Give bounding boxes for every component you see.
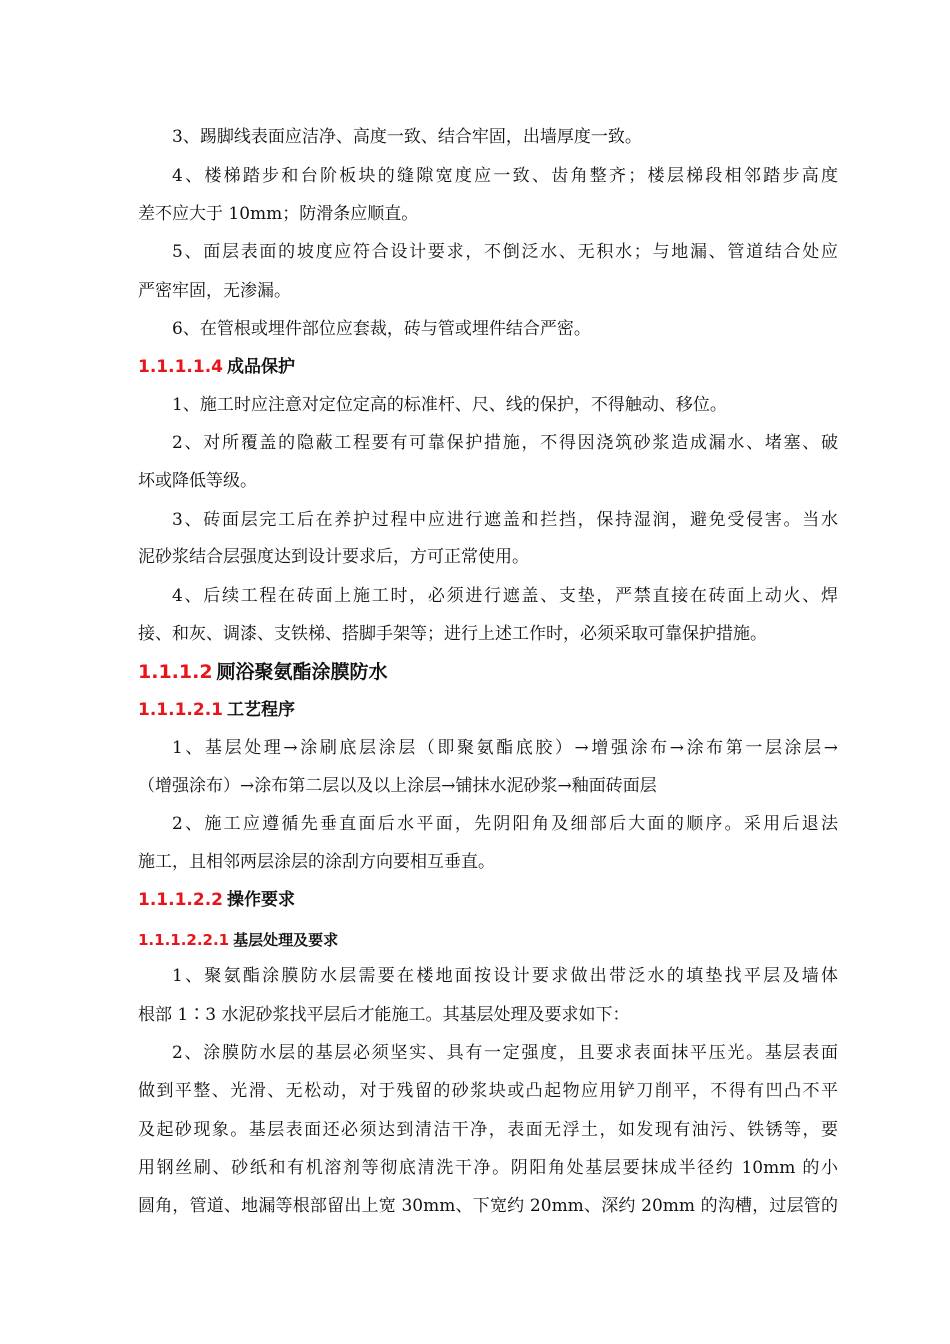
heading-text: 操作要求	[226, 890, 295, 910]
paragraph-line: 坏或降低等级。	[138, 471, 257, 491]
paragraph-line: 2、施工应遵循先垂直面后水平面，先阴阳角及细部后大面的顺序。采用后退法	[172, 814, 838, 834]
heading-number: 1.1.1.2.2	[138, 890, 223, 910]
paragraph-line: 1、基层处理→涂刷底层涂层（即聚氨酯底胶）→增强涂布→涂布第一层涂层→	[172, 738, 838, 758]
paragraph-line: 1、聚氨酯涂膜防水层需要在楼地面按设计要求做出带泛水的填垫找平层及墙体	[172, 966, 838, 986]
paragraph-line: 4、楼梯踏步和台阶板块的缝隙宽度应一致、齿角整齐；楼层梯段相邻踏步高度	[172, 166, 838, 186]
paragraph-line: 及起砂现象。基层表面还必须达到清洁干净，表面无浮土，如发现有油污、铁锈等，要	[138, 1120, 838, 1140]
section-heading	[138, 355, 295, 379]
paragraph-line: 6、在管根或埋件部位应套裁，砖与管或埋件结合严密。	[172, 319, 591, 339]
paragraph-line: 3、踢脚线表面应洁净、高度一致、结合牢固，出墙厚度一致。	[172, 127, 642, 147]
paragraph-line: 3、砖面层完工后在养护过程中应进行遮盖和拦挡，保持湿润，避免受侵害。当水	[172, 510, 838, 530]
paragraph-line: 5、面层表面的坡度应符合设计要求，不倒泛水、无积水；与地漏、管道结合处应	[172, 242, 838, 262]
paragraph-line: 用钢丝刷、砂纸和有机溶剂等彻底清洗干净。阴阳角处基层要抹成半径约 10mm 的小	[138, 1158, 838, 1178]
paragraph-line: 接、和灰、调漆、支铁梯、搭脚手架等；进行上述工作时，必须采取可靠保护措施。	[138, 624, 767, 644]
paragraph-line: 2、涂膜防水层的基层必须坚实、具有一定强度，且要求表面抹平压光。基层表面	[172, 1043, 838, 1063]
heading-number: 1.1.1.2.1	[138, 700, 223, 720]
section-heading	[138, 698, 295, 722]
paragraph-line: 圆角，管道、地漏等根部留出上宽 30mm、下宽约 20mm、深约 20mm 的沟槽，过层管的	[138, 1196, 838, 1216]
paragraph-line: 施工，且相邻两层涂层的涂刮方向要相互垂直。	[138, 852, 495, 872]
heading-text: 成品保护	[226, 357, 295, 377]
heading-number: 1.1.1.1.4	[138, 357, 223, 377]
heading-text: 工艺程序	[226, 700, 295, 720]
paragraph-line: 2、对所覆盖的隐蔽工程要有可靠保护措施，不得因浇筑砂浆造成漏水、堵塞、破	[172, 433, 838, 453]
paragraph-line: 4、后续工程在砖面上施工时，必须进行遮盖、支垫，严禁直接在砖面上动火、焊	[172, 586, 838, 606]
section-heading	[138, 888, 295, 912]
paragraph-line: 泥砂浆结合层强度达到设计要求后，方可正常使用。	[138, 547, 529, 567]
section-heading	[138, 928, 338, 952]
heading-number: 1.1.1.2	[138, 661, 213, 683]
section-heading	[138, 660, 388, 684]
heading-text: 厕浴聚氨酯涂膜防水	[216, 661, 388, 683]
paragraph-line: 做到平整、光滑、无松动，对于残留的砂浆块或凸起物应用铲刀削平，不得有凹凸不平	[138, 1081, 838, 1101]
paragraph-line: （增强涂布）→涂布第二层以及以上涂层→铺抹水泥砂浆→釉面砖面层	[138, 776, 657, 796]
paragraph-line: 1、施工时应注意对定位定高的标准杆、尺、线的保护，不得触动、移位。	[172, 395, 727, 415]
paragraph-line: 差不应大于 10mm；防滑条应顺直。	[138, 204, 419, 224]
heading-text: 基层处理及要求	[233, 931, 339, 949]
paragraph-line: 根部 1∶3 水泥砂浆找平层后才能施工。其基层处理及要求如下：	[138, 1005, 630, 1025]
heading-number: 1.1.1.2.2.1	[138, 931, 230, 949]
paragraph-line: 严密牢固，无渗漏。	[138, 281, 291, 301]
